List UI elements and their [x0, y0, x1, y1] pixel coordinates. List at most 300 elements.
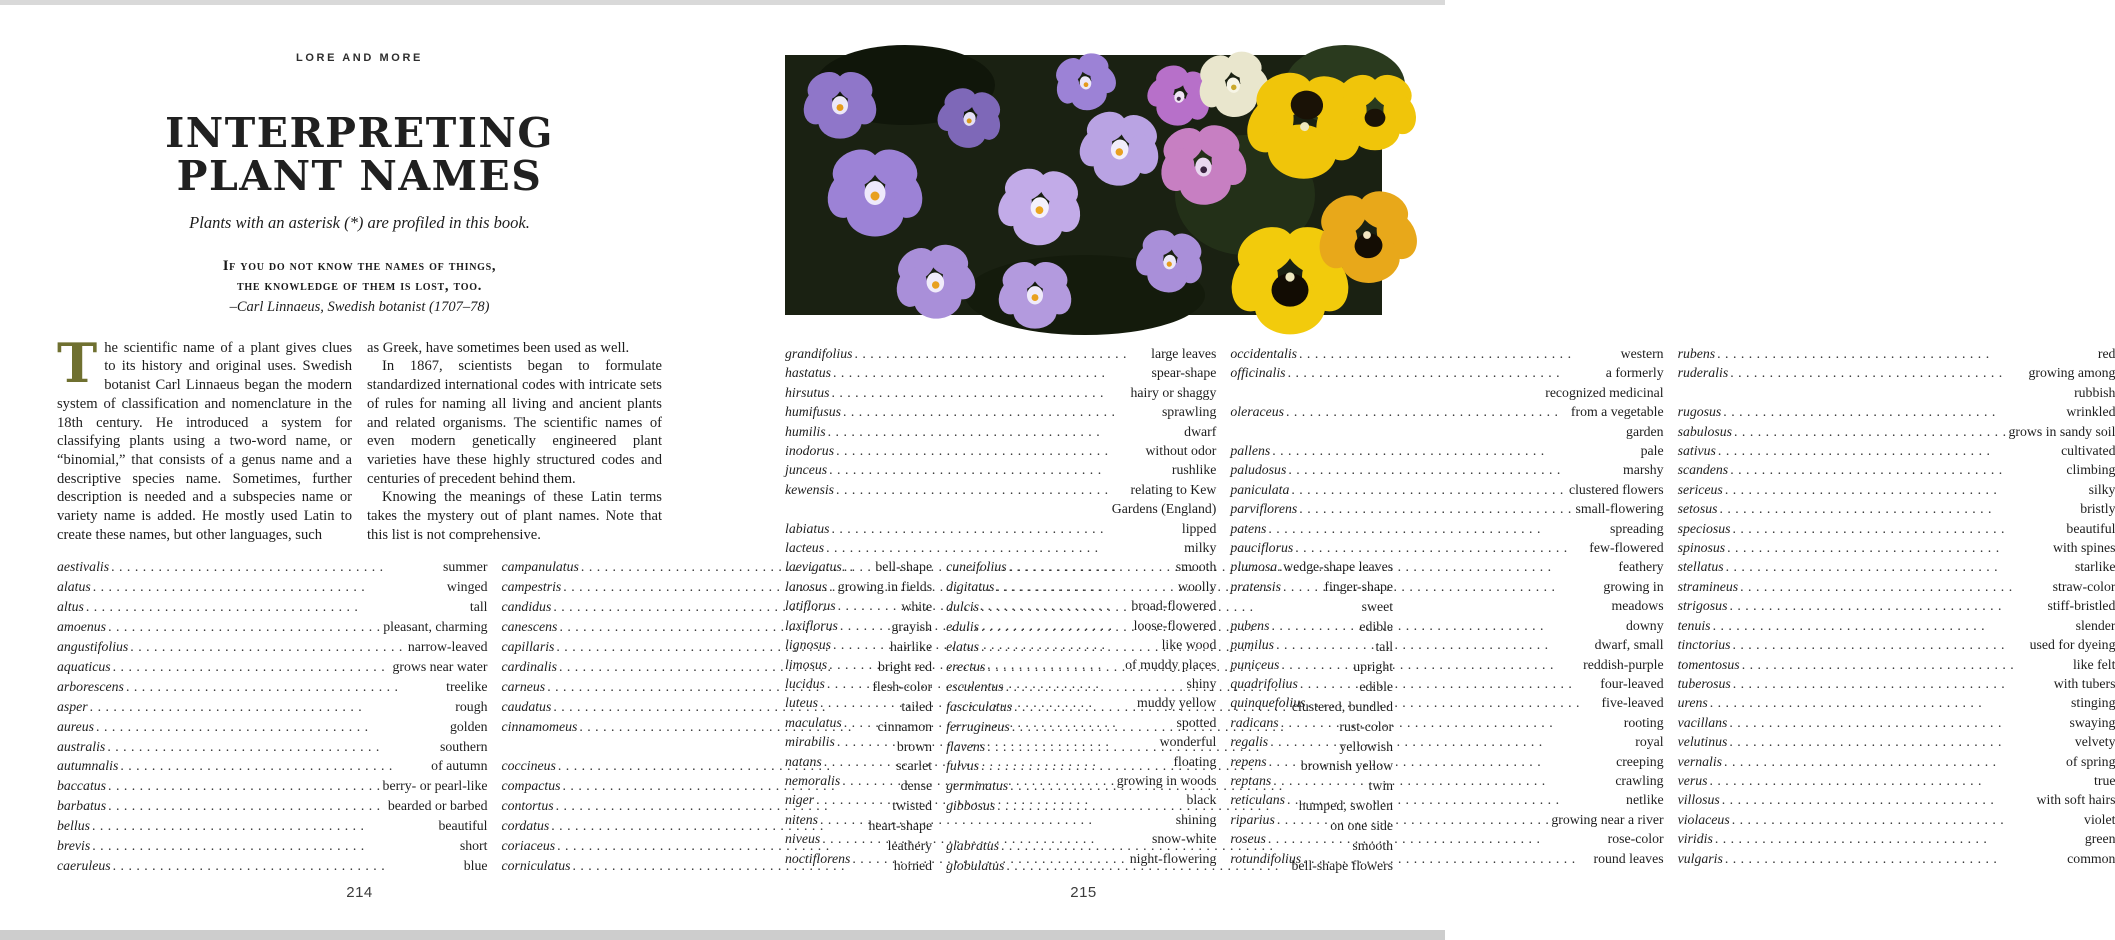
- latin-term: strigosus: [1677, 598, 1728, 614]
- dot-leader: [1729, 596, 2045, 615]
- definition: like wood: [1161, 637, 1217, 653]
- latin-term: nitens: [785, 811, 818, 827]
- latin-term: aestivalis: [57, 559, 110, 575]
- dot-leader: [113, 856, 462, 876]
- dot-leader: [824, 752, 1172, 771]
- dot-leader: [1299, 499, 1573, 518]
- definition: edible: [1359, 678, 1394, 694]
- definition: summer: [443, 559, 488, 575]
- dot-leader: [1727, 538, 2051, 557]
- glossary-entry: [1230, 402, 1663, 421]
- definition: starlike: [2074, 559, 2115, 575]
- definition: round leaves: [1593, 850, 1664, 866]
- latin-term: nemoralis: [785, 772, 841, 788]
- glossary-entry: [1678, 810, 2115, 829]
- glossary-entry: [785, 635, 1216, 654]
- definition: spreading: [1609, 520, 1664, 536]
- definition: beautiful: [438, 818, 488, 834]
- latin-term: corniculatus: [501, 858, 571, 874]
- dot-leader: [1732, 519, 2064, 538]
- dot-leader: [852, 849, 1127, 868]
- page-edge-bottom: [0, 930, 1445, 940]
- definition: royal: [1635, 734, 1664, 750]
- dot-leader: [1730, 460, 2064, 479]
- glossary-entry: [1230, 577, 1663, 596]
- dot-leader: [111, 557, 441, 577]
- dot-leader: [93, 577, 445, 597]
- glossary-entry: [57, 597, 488, 617]
- dot-leader: [108, 617, 381, 637]
- definition: golden: [449, 718, 488, 734]
- glossary-entry: [1230, 538, 1663, 557]
- latin-term: humifusus: [785, 404, 841, 420]
- glossary-entry: [1678, 674, 2115, 693]
- latin-term: laevigatus: [785, 559, 842, 575]
- definition: upright: [1353, 658, 1394, 674]
- definition: growing in fields: [837, 579, 933, 595]
- dot-leader: [829, 577, 1176, 596]
- definition: from a vegetable: [1570, 404, 1664, 420]
- latin-term: arborescens: [57, 678, 124, 694]
- latin-term: carneus: [501, 678, 546, 694]
- latin-term: niveus: [785, 831, 821, 847]
- latin-term: cardinalis: [501, 658, 557, 674]
- definition: edible: [1359, 619, 1394, 635]
- latin-term: occidentalis: [1230, 346, 1298, 361]
- definition: green: [2084, 831, 2115, 847]
- definition: large leaves: [1151, 346, 1217, 361]
- glossary-column-a: [57, 557, 488, 876]
- definition: loose-flowered: [1133, 617, 1217, 633]
- definition-continued: Gardens (England): [1111, 501, 1217, 517]
- definition: true: [2094, 772, 2115, 788]
- dot-leader: [829, 655, 1123, 674]
- dot-leader: [816, 790, 1184, 809]
- definition: common: [2067, 850, 2115, 866]
- drop-cap: T: [57, 330, 98, 395]
- latin-term: pumilus: [1230, 637, 1275, 653]
- latin-term: cinnamomeus: [501, 718, 578, 734]
- latin-term: pratensis: [1230, 578, 1281, 594]
- glossary-entry: [1230, 616, 1663, 635]
- definition: without odor: [1145, 443, 1217, 459]
- definition: few-flowered: [1589, 540, 1664, 556]
- dot-leader: [1295, 538, 1587, 557]
- latin-term: canescens: [501, 619, 558, 635]
- definition: spear-shape: [1151, 365, 1217, 381]
- definition: of autumn: [431, 758, 488, 774]
- latin-term: labiatus: [785, 520, 830, 536]
- glossary-entry: [57, 617, 488, 637]
- definition: dense: [900, 778, 933, 794]
- latin-term: mirabilis: [785, 734, 835, 750]
- dot-leader: [831, 383, 1128, 402]
- latin-term: sativus: [1677, 443, 1716, 459]
- definition: floating: [1173, 753, 1217, 769]
- definition: rough: [455, 698, 488, 714]
- latin-term: luteus: [785, 695, 818, 711]
- definition: with spines: [2052, 540, 2115, 556]
- latin-term: contortus: [501, 798, 554, 814]
- definition: bell-shape flowers: [1291, 858, 1394, 874]
- definition-continued: recognized medicinal: [1545, 384, 1664, 400]
- latin-term: coriaceus: [501, 838, 556, 854]
- glossary-entry: [1678, 771, 2115, 790]
- glossary-entry: [1678, 344, 2115, 363]
- latin-term: junceus: [785, 462, 828, 478]
- latin-term: velutinus: [1677, 734, 1728, 750]
- latin-term: sabulosus: [1677, 423, 1733, 439]
- dot-leader: [1288, 363, 1604, 382]
- latin-term: stramineus: [1677, 578, 1739, 594]
- dot-leader: [1272, 441, 1638, 460]
- glossary-entry: [1678, 829, 2115, 848]
- latin-term: fasciculatus: [946, 698, 1012, 714]
- latin-term: lanosus: [785, 578, 828, 594]
- latin-term: tuberosus: [1677, 675, 1731, 691]
- dot-leader: [826, 538, 1182, 557]
- glossary-entry: [1230, 344, 1663, 363]
- definition: of spring: [2066, 753, 2115, 769]
- dot-leader: [1715, 829, 2083, 848]
- definition: reddish-purple: [1583, 656, 1664, 672]
- definition: velvety: [2074, 734, 2115, 750]
- definition: flesh-color: [872, 678, 933, 694]
- glossary-entry: [57, 717, 488, 737]
- definition: violet: [2084, 811, 2115, 827]
- dot-leader: [1269, 752, 1614, 771]
- glossary-entry: [785, 616, 1216, 635]
- glossary-entry: [57, 637, 488, 657]
- glossary-entry: [785, 713, 1216, 732]
- latin-term: pallens: [1230, 443, 1271, 459]
- definition: small-flowering: [1575, 501, 1664, 517]
- definition: shiny: [1186, 675, 1217, 691]
- dot-leader: [840, 616, 1132, 635]
- glossary-entry: [1230, 810, 1663, 829]
- latin-term: spinosus: [1677, 540, 1726, 556]
- glossary-entry: [57, 697, 488, 717]
- glossary-entry: [785, 829, 1216, 848]
- dot-leader: [1723, 402, 2064, 421]
- definition: of muddy places: [1125, 656, 1217, 672]
- definition: grayish: [891, 619, 933, 635]
- glossary-entry: [1678, 596, 2115, 615]
- dot-leader: [820, 810, 1174, 829]
- glossary-entry: [1678, 713, 2115, 732]
- glossary-entry: [57, 737, 488, 757]
- latin-term: niger: [785, 792, 815, 808]
- definition: snow-white: [1151, 831, 1217, 847]
- glossary-entry: [1230, 635, 1663, 654]
- subtitle-note: Plants with an asterisk (*) are profiled in this book.: [189, 213, 530, 233]
- definition: finger-shape: [1324, 579, 1394, 595]
- definition: straw-color: [2052, 578, 2115, 594]
- definition: a formerly: [1605, 365, 1664, 381]
- latin-term: reptans: [1230, 772, 1272, 788]
- definition: shining: [1175, 811, 1217, 827]
- definition: climbing: [2066, 462, 2115, 478]
- latin-term: setosus: [1677, 501, 1718, 517]
- glossary-entry: [785, 655, 1216, 674]
- glossary-entry: [57, 816, 488, 836]
- glossary-entry: [785, 557, 1216, 576]
- body-paragraph: as Greek, have sometimes been used as well.: [367, 339, 630, 356]
- dot-leader: [1291, 480, 1567, 499]
- definition: relating to Kew: [1130, 481, 1217, 497]
- dot-leader: [842, 771, 1115, 790]
- glossary-entry: [1678, 480, 2115, 499]
- glossary-entry: [1230, 557, 1663, 576]
- dot-leader: [827, 674, 1185, 693]
- definition-continued: garden: [1626, 423, 1664, 439]
- epigraph-line2: the knowledge of them is lost, too.: [236, 278, 483, 295]
- dot-leader: [829, 460, 1170, 479]
- definition: twisted: [892, 798, 933, 814]
- dot-leader: [843, 402, 1160, 421]
- definition: creeping: [1616, 753, 1664, 769]
- dot-leader: [1732, 810, 2082, 829]
- dot-leader: [833, 635, 1160, 654]
- latin-term: scandens: [1677, 462, 1729, 478]
- dot-leader: [1303, 849, 1591, 868]
- definition: berry- or pearl-like: [382, 778, 488, 794]
- glossary-entry: [1230, 790, 1663, 809]
- glossary-entry: [1230, 849, 1663, 868]
- body-paragraph: In 1867, scientists began to formulate standardized international codes with intricate sets of rules for naming all living and ancient plants and related organisms. The scientific names of even modern genetically engineered plant varieties have these highly structured codes and centuries of precedent behind them.: [367, 358, 662, 487]
- glossary-entry: [1230, 829, 1663, 848]
- latin-term: hirsutus: [785, 384, 830, 400]
- dot-leader: [1734, 422, 2007, 441]
- dot-leader: [837, 732, 1158, 751]
- definition: leathery: [887, 838, 933, 854]
- latin-term: autumnalis: [57, 758, 119, 774]
- latin-term: stellatus: [1677, 559, 1724, 575]
- latin-term: alatus: [57, 579, 91, 595]
- dot-leader: [836, 441, 1143, 460]
- dot-leader: [1709, 771, 2092, 790]
- definition: narrow-leaved: [407, 639, 488, 655]
- glossary-entry: [785, 732, 1216, 751]
- latin-term: amoenus: [57, 619, 107, 635]
- definition: wonderful: [1159, 734, 1217, 750]
- latin-term: fulvus: [946, 758, 980, 774]
- dot-leader: [1740, 577, 2050, 596]
- page-title: [57, 109, 662, 201]
- glossary-entry: [785, 790, 1216, 809]
- glossary-entry: [57, 557, 488, 577]
- definition: yellowish: [1339, 738, 1394, 754]
- latin-term: vulgaris: [1677, 850, 1723, 866]
- definition: used for dyeing: [2029, 637, 2115, 653]
- definition: short: [459, 838, 488, 854]
- definition: growing in woods: [1116, 772, 1217, 788]
- dot-leader: [1726, 557, 2073, 576]
- dot-leader: [1710, 693, 2069, 712]
- dot-leader: [1281, 713, 1622, 732]
- glossary-entry: [1230, 732, 1663, 751]
- dot-leader: [1729, 732, 2072, 751]
- dot-leader: [1730, 363, 2026, 382]
- definition: grows in sandy soil: [2008, 423, 2115, 439]
- dot-leader: [130, 637, 406, 657]
- definition: growing near a river: [1551, 811, 1664, 827]
- dot-leader: [92, 816, 436, 836]
- latin-term: dulcis: [946, 599, 980, 615]
- latin-term: edulis: [946, 619, 980, 635]
- latin-term: violaceus: [1677, 811, 1730, 827]
- latin-term: brevis: [57, 838, 91, 854]
- glossary-entry: [785, 441, 1216, 460]
- glossary-entry: [785, 480, 1216, 499]
- lead-paragraph-text: he scientific name of a plant gives clues to its history and original uses. Swedish botanist Carl Linnaeus began the modern system of classification and nomenclature in the 18th century. He introduced a system for classifying plants using a two-word name, or “binomial,” that consists of a genus name and a descriptive species name. Sometimes, further description is needed and a subspecies name or variety name is added. He mostly used Latin to create these names, but other languages, such: [57, 339, 352, 543]
- glossary-entry: [57, 677, 488, 697]
- definition: tailed: [901, 698, 933, 714]
- latin-term: radicans: [1230, 714, 1279, 730]
- definition: night-flowering: [1129, 850, 1217, 866]
- definition: stiff-bristled: [2047, 598, 2115, 614]
- latin-term: repens: [1230, 753, 1267, 769]
- definition: heart-shape: [868, 818, 933, 834]
- latin-term: elatus: [946, 639, 980, 655]
- definition-continued: brown: [896, 738, 933, 754]
- latin-term: reticulans: [1230, 792, 1286, 808]
- definition: white: [901, 599, 933, 615]
- definition: spotted: [1176, 714, 1217, 730]
- latin-term: cordatus: [501, 818, 550, 834]
- latin-term: humilis: [785, 423, 826, 439]
- glossary-entry: [1678, 363, 2115, 382]
- dot-leader: [1271, 616, 1624, 635]
- latin-term: hastatus: [785, 365, 831, 381]
- latin-term: erectus: [946, 658, 986, 674]
- glossary-entry: [1230, 713, 1663, 732]
- latin-term: quadrifolius: [1230, 675, 1298, 691]
- dot-leader: [820, 693, 1135, 712]
- glossary-entry: [1230, 480, 1663, 499]
- definition: beautiful: [2066, 520, 2115, 536]
- dot-leader: [1277, 810, 1550, 829]
- latin-term: aureus: [57, 718, 95, 734]
- definition: with soft hairs: [2036, 792, 2115, 808]
- glossary-entry: [1230, 752, 1663, 771]
- latin-term: sericeus: [1677, 481, 1723, 497]
- definition: clustered, bundled: [1291, 698, 1394, 714]
- definition: pale: [1640, 443, 1664, 459]
- definition: scarlet: [896, 758, 933, 774]
- dot-leader: [1729, 713, 2067, 732]
- definition: winged: [446, 579, 488, 595]
- latin-term: urens: [1677, 695, 1708, 711]
- dot-leader: [1288, 460, 1621, 479]
- dot-leader: [1286, 402, 1569, 421]
- glossary-column-f: [1678, 344, 2115, 868]
- latin-term: ruderalis: [1677, 365, 1729, 381]
- dot-leader: [1719, 499, 2078, 518]
- dot-leader: [92, 836, 458, 856]
- latin-term: pubens: [1230, 617, 1270, 633]
- latin-term: villosus: [1677, 792, 1720, 808]
- definition: marshy: [1622, 462, 1664, 478]
- latin-term: altus: [57, 599, 84, 615]
- glossary-entry: [57, 796, 488, 816]
- latin-term: roseus: [1230, 831, 1266, 847]
- glossary-entry: [1678, 499, 2115, 518]
- definition: milky: [1184, 540, 1217, 556]
- definition: smooth: [1352, 838, 1394, 854]
- glossary-entry: [57, 657, 488, 677]
- dot-leader: [854, 344, 1149, 363]
- body-column-1: [57, 330, 352, 545]
- glossary-entry: [1678, 655, 2115, 674]
- glossary-entry: [785, 596, 1216, 615]
- glossary-entry: [785, 422, 1216, 441]
- dot-leader: [90, 697, 454, 717]
- definition: clustered flowers: [1568, 481, 1664, 497]
- glossary-entry: [1678, 635, 2115, 654]
- dot-leader: [1287, 790, 1624, 809]
- latin-term: cuneifolius: [946, 559, 1007, 575]
- definition: cinnamon: [877, 718, 933, 734]
- latin-term: flavens: [946, 738, 986, 754]
- glossary-entry: [1678, 732, 2115, 751]
- definition: smooth: [1175, 559, 1217, 575]
- page-edge-top: [0, 0, 1445, 5]
- latin-term: grandifolius: [785, 346, 853, 361]
- latin-term: esculentus: [946, 678, 1004, 694]
- dot-leader: [113, 657, 391, 677]
- page-title-line2: PLANT NAMES: [176, 152, 543, 201]
- latin-term: tenuis: [1677, 617, 1711, 633]
- definition: grows near water: [392, 658, 488, 674]
- dot-leader: [1276, 635, 1593, 654]
- latin-term: campestris: [501, 579, 562, 595]
- glossary-entry: [1678, 402, 2115, 421]
- glossary-entry: [1678, 616, 2115, 635]
- latin-term: bellus: [57, 818, 90, 834]
- dot-leader: [1725, 849, 2065, 868]
- glossary-entry: [785, 577, 1216, 596]
- glossary-entry: [785, 538, 1216, 557]
- dot-leader: [1273, 771, 1613, 790]
- definition: black: [1186, 792, 1217, 808]
- glossary-entry: [1230, 499, 1663, 518]
- latin-term: latiflorus: [785, 598, 836, 614]
- latin-term: paniculata: [1230, 481, 1290, 497]
- definition: crawling: [1615, 772, 1664, 788]
- definition: blue: [463, 858, 488, 874]
- latin-term: lucidus: [785, 675, 825, 691]
- glossary-entry: [1678, 557, 2115, 576]
- definition: tall: [1375, 639, 1394, 655]
- definition: rose-color: [1607, 831, 1664, 847]
- dot-leader: [1733, 674, 2052, 693]
- latin-term: riparius: [1230, 811, 1275, 827]
- definition: southern: [439, 738, 488, 754]
- definition: silky: [2088, 481, 2115, 497]
- latin-term: pauciflorus: [1230, 540, 1294, 556]
- dot-leader: [1268, 519, 1608, 538]
- glossary-entry: [1230, 460, 1663, 479]
- definition: rushlike: [1171, 462, 1217, 478]
- latin-term: globulatus: [946, 858, 1005, 874]
- latin-term: campanulatus: [501, 559, 579, 575]
- latin-term: verus: [1677, 772, 1708, 788]
- definition: rust-color: [1339, 718, 1394, 734]
- glossary-column-d: [785, 344, 1216, 868]
- definition-continued: meadows: [1611, 598, 1664, 614]
- dot-leader: [822, 829, 1150, 848]
